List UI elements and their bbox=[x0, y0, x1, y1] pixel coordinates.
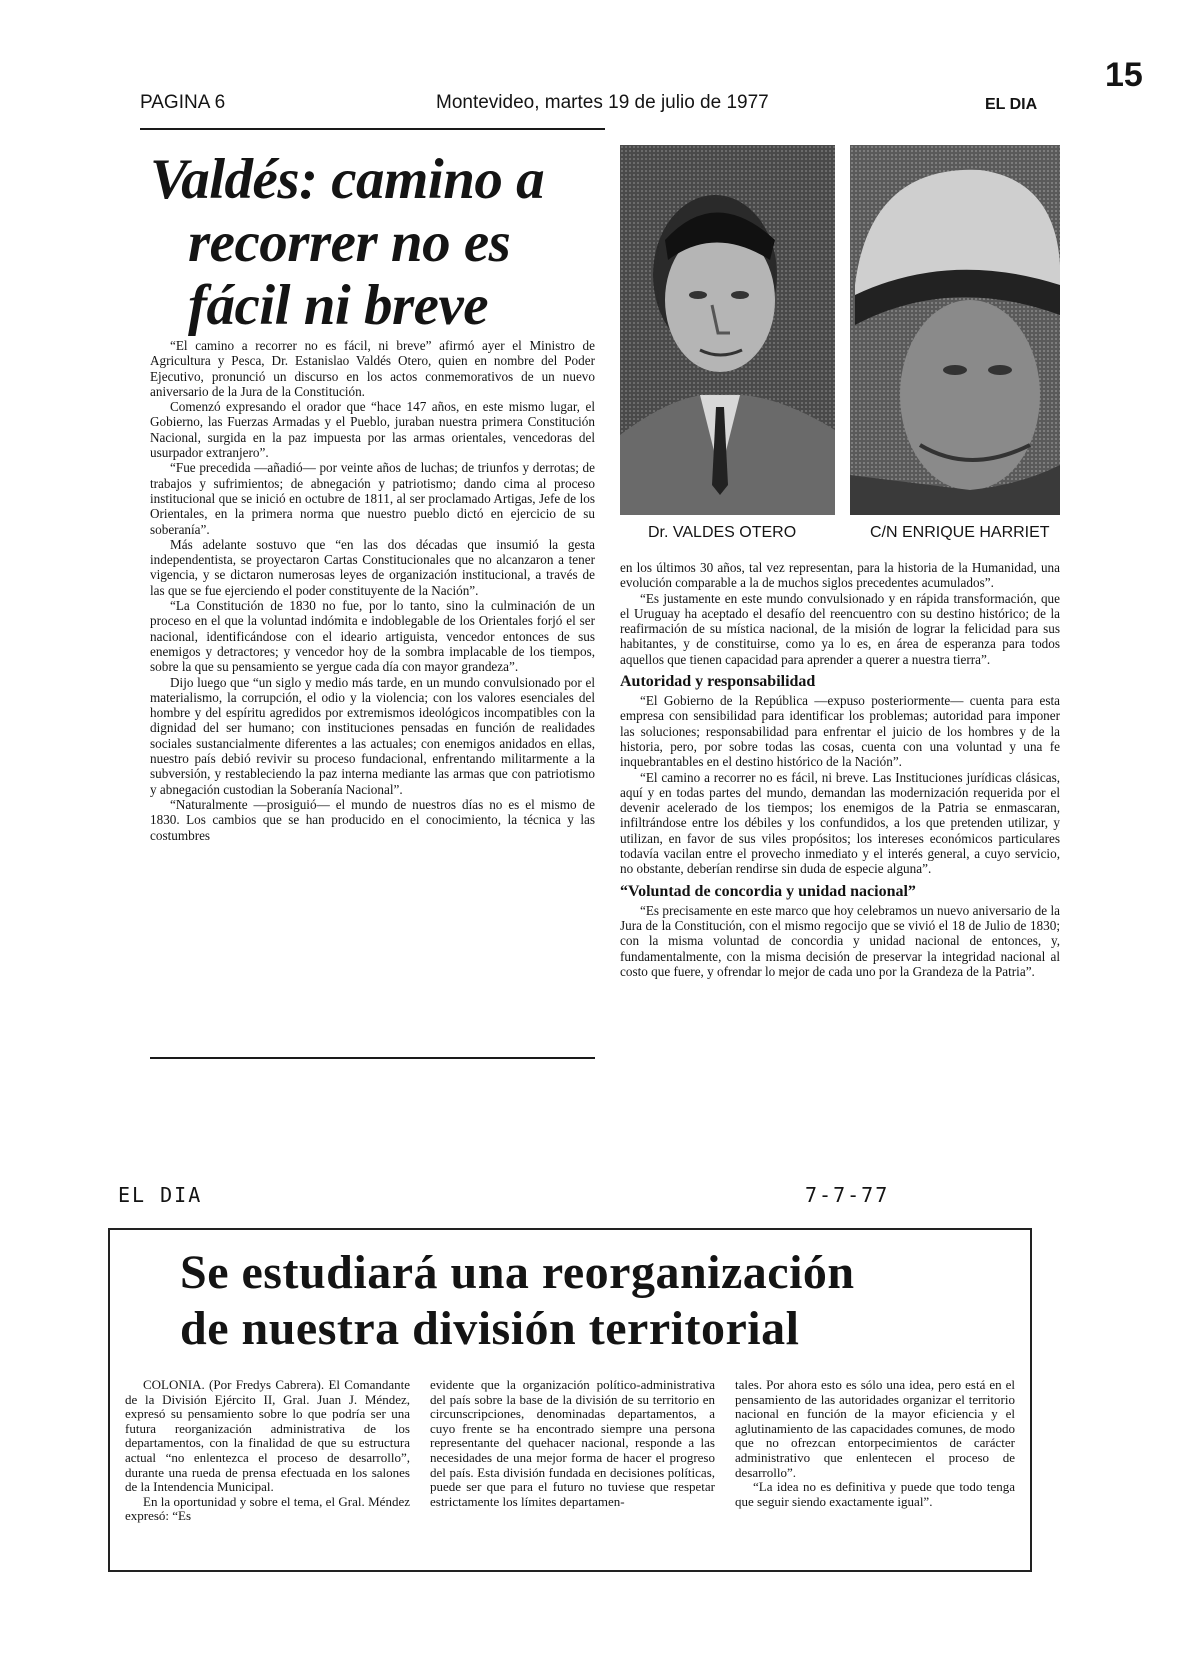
paragraph: Más adelante sostuvo que “en las dos décadas que insumió la gesta independentista, se proyectaron Cartas Constitucionales que no alcanzaron a tener vigencia, y se dictaron numerosas leyes de organización institucional, a través de las que se fue ejerciendo el poder constituyente de la Nación”. bbox=[150, 536, 595, 598]
paragraph: COLONIA. (Por Fredys Cabrera). El Comandante de la División Ejército II, Gral. Juan J. Méndez, expresó su pensamiento sobre lo que podría ser una futura reorganización administrativa de los departamentos, con la finalidad de que su estructura actual “no enlentezca el proceso de desarrollo”, durante una rueda de prensa efectuada en los salones de la Intendencia Municipal. bbox=[125, 1377, 410, 1495]
paragraph: “La idea no es definitiva y puede que todo tenga que seguir siendo exactamente igual”. bbox=[735, 1479, 1015, 1509]
paragraph: “La Constitución de 1830 no fue, por lo tanto, sino la culminación de un proceso en el que la voluntad indómita e indoblegable de los Orientales forjó el ser nacional, identificándose con el ideario artiguista, vencedor entonces de sus enemigos y detractores; y vencedor hoy de la sombra implacable de los tiempos, sobre la que su pensamiento se yergue cada día con mayor grandeza”. bbox=[150, 598, 595, 675]
portrait-image bbox=[850, 145, 1060, 515]
paragraph: “Es precisamente en este marco que hoy celebramos un nuevo aniversario de la Jura de la Constitución, con el mismo regocijo que se vivió el 18 de Julio de 1830; con la misma voluntad de concordia y unidad nacional de entonces, y, fundamentalmente, con la misma decisión de preservar la integridad nacional al costo que fuere, y ofrendar lo mejor de cada uno por la Grandeza de la Patria”. bbox=[620, 902, 1060, 979]
paragraph: “El camino a recorrer no es fácil, ni breve. Las Instituciones jurídicas clásicas, aquí y en todas partes del mundo, demandan las modernización requerida por el devenir acelerado de los tiempos; los enemigos de la Patria se enmascaran, infiltrándose entre los débiles y los confundidos, a los que pretenden utilizar, y utilizan, en favor de sus viles propósitos; los intereses económicos particulares todavía vacilan entre el provecho inmediato y el interés general, a cuyo servicio, no obstante, deberían rendirse sin duda de especie alguna”. bbox=[620, 769, 1060, 877]
newspaper-name: EL DIA bbox=[985, 96, 1038, 113]
headline-line: fácil ni breve bbox=[188, 274, 489, 337]
paragraph: Comenzó expresando el orador que “hace 147 años, en este mismo lugar, el Gobierno, las Fuerzas Armadas y el Pueblo, juraban nuestra primera Constitución Nacional, surgida en la paz impuesta por las armas orientales, vencedoras del usurpador extranjero”. bbox=[150, 399, 595, 461]
portrait-photo-harriet bbox=[850, 145, 1060, 515]
headline-line: de nuestra división territorial bbox=[180, 1302, 800, 1355]
page-number: 15 bbox=[1105, 56, 1143, 94]
paragraph: tales. Por ahora esto es sólo una idea, pero está en el pensamiento de las autoridades organizar el territorio nacional en función de la mayor eficiencia y el aglutinamiento de las capacidades comunes, de modo que no ofrezcan entorpecimientos de carácter administrativo que enlentecen el proceso de desarrollo”. bbox=[735, 1377, 1015, 1480]
headline-line: recorrer no es bbox=[188, 211, 511, 274]
article2-column-1 bbox=[125, 1378, 410, 1524]
subheading-autoridad: Autoridad y responsabilidad bbox=[620, 673, 816, 691]
article2-headline bbox=[180, 1245, 1000, 1357]
photo-caption-valdes: Dr. VALDES OTERO bbox=[648, 524, 797, 541]
header-rule bbox=[140, 128, 605, 130]
portrait-image bbox=[620, 145, 835, 515]
article1-headline bbox=[150, 148, 590, 337]
article1-bottom-rule bbox=[150, 1057, 595, 1059]
portrait-photo-valdes bbox=[620, 145, 835, 515]
article1-column-2 bbox=[620, 560, 1060, 979]
paragraph: “Es justamente en este mundo convulsionado y en rápida transformación, que el Uruguay ha aceptado el desafío del reencuentro con su destino histórico; de la reafirmación de su mística nacional, de la misión de lograr la felicidad para sus habitantes, y de constituirse, como ya lo es, en área de esperanza para todos aquellos que tienen capacidad para aprender a querer a nuestra tierra”. bbox=[620, 590, 1060, 667]
paragraph: evidente que la organización político-administrativa del país sobre la base de la división de su territorio en circunscripciones, denominadas departamentos, a cuyo frente se ha encontrado siempre una persona representante del quehacer nacional, responde a las necesidades de una mejor forma de hacer el progreso del país. Esta división fundada en decisiones políticas, puede ser que para el futuro no tuviese que respetar estrictamente los límites departamen- bbox=[430, 1377, 715, 1509]
paragraph: “Naturalmente —prosiguió— el mundo de nuestros días no es el mismo de 1830. Los cambios que se han producido en el conocimiento, la técnica y las costumbres bbox=[150, 796, 595, 843]
paragraph: “El Gobierno de la República —expuso posteriormente— cuenta para esta empresa con sensibilidad para identificar los problemas; autoridad para imponer las soluciones; responsabilidad para enfrentar el juicio de los hombres y de la historia, pero, por sobre todas las cosas, cuenta con una voluntad y una fe inquebrantables en el destino histórico de la Nación”. bbox=[620, 693, 1060, 770]
dateline: Montevideo, martes 19 de julio de 1977 bbox=[436, 92, 769, 113]
page-label: PAGINA 6 bbox=[140, 92, 226, 113]
article2-column-3 bbox=[735, 1378, 1015, 1509]
headline-line: Valdés: camino a bbox=[150, 148, 545, 211]
subheading-voluntad: “Voluntad de concordia y unidad nacional” bbox=[620, 882, 916, 900]
headline-line: Se estudiará una reorganización bbox=[180, 1246, 855, 1299]
paragraph: “Fue precedida —añadió— por veinte años de luchas; de triunfos y derrotas; de trabajos y sufrimientos; de abnegación y patriotismo; dando cima al proceso institucional que se inició en octubre de 1811, al ser proclamado Artigas, Jefe de los Orientales, en la primera norma que nuestro pueblo dictó en ejercicio de su soberanía”. bbox=[150, 460, 595, 537]
handwritten-date: 7-7-77 bbox=[805, 1183, 890, 1207]
paragraph: en los últimos 30 años, tal vez representan, para la historia de la Humanidad, una evolución comparable a la de muchos siglos precedentes acumulados”. bbox=[620, 560, 1060, 591]
article2-column-2 bbox=[430, 1378, 715, 1509]
paragraph: En la oportunidad y sobre el tema, el Gral. Méndez expresó: “Es bbox=[125, 1493, 410, 1524]
handwritten-source: EL DIA bbox=[118, 1183, 203, 1207]
paragraph: “El camino a recorrer no es fácil, ni breve” afirmó ayer el Ministro de Agricultura y Pesca, Dr. Estanislao Valdés Otero, quien en nombre del Poder Ejecutivo, pronunció un discurso en los actos conmemorativos de un nuevo aniversario de la Jura de la Constitución. bbox=[150, 338, 595, 399]
photo-caption-harriet: C/N ENRIQUE HARRIET bbox=[870, 524, 1050, 541]
article1-column-1 bbox=[150, 338, 595, 843]
paragraph: Dijo luego que “un siglo y medio más tarde, en un mundo convulsionado por el materialismo, la corrupción, el odio y la violencia; con los valores esenciales del hombre y del espíritu agredidos por extremismos ideológicos incompatibles con la dignidad del ser humano; con instituciones pensadas en función de realidades sociales sustancialmente diferentes a las actuales; con enemigos anidados en ellas, nuestro país debió revivir su proceso fundacional, enfrentando militarmente a la subversión, y restableciendo la paz interna mediante las armas que con patriotismo y abnegación custodian la Soberanía Nacional”. bbox=[150, 674, 595, 797]
